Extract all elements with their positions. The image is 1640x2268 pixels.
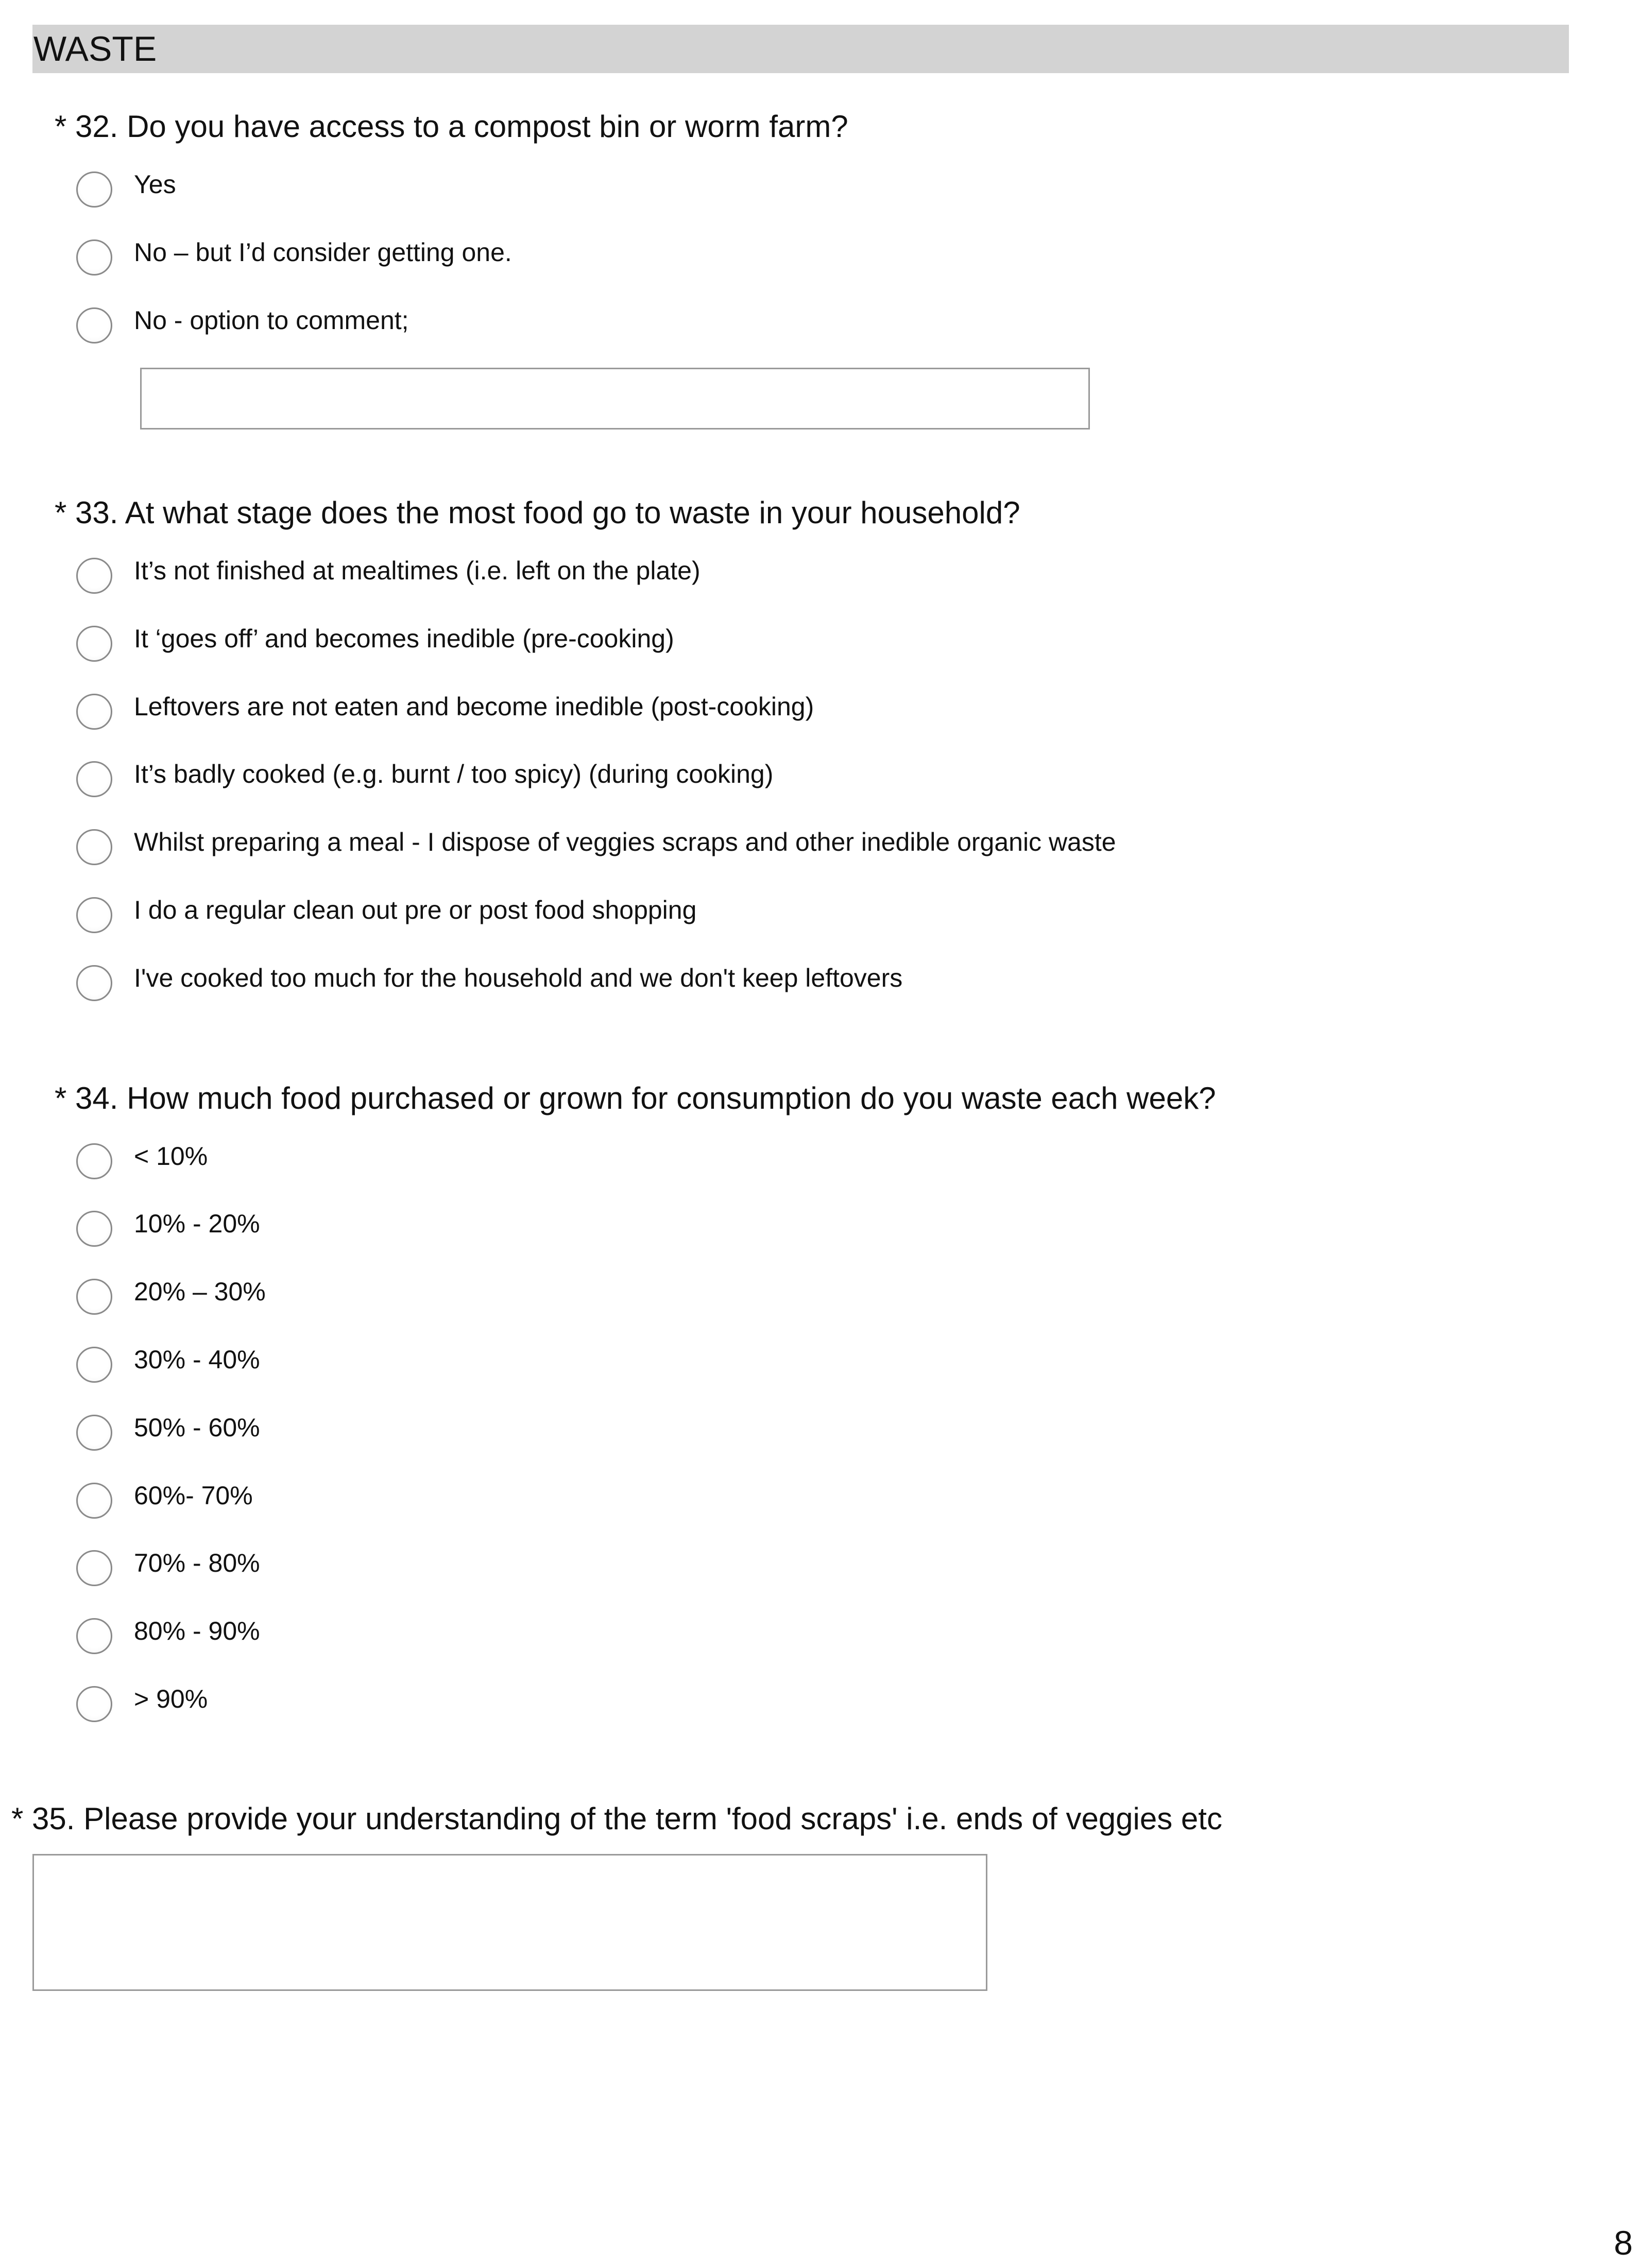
radio-circle-icon[interactable] [76, 558, 112, 594]
page-number: 8 [1614, 2224, 1633, 2262]
q34-option-8[interactable] [76, 1617, 260, 1656]
q33-option-label: I've cooked too much for the household and we don't keep leftovers [134, 964, 903, 992]
radio-circle-icon[interactable] [76, 1279, 112, 1315]
q34-option-label: 20% – 30% [134, 1277, 266, 1306]
radio-circle-icon[interactable] [76, 965, 112, 1001]
q32-option-label: Yes [134, 170, 176, 199]
radio-circle-icon[interactable] [76, 897, 112, 933]
radio-circle-icon[interactable] [76, 694, 112, 730]
q34-option-2[interactable] [76, 1209, 260, 1248]
q34-option-5[interactable] [76, 1413, 260, 1452]
q32-comment-input[interactable] [140, 368, 1090, 429]
question-34-label: * 34. How much food purchased or grown for consumption do you waste each week? [55, 1081, 1216, 1115]
q33-option-label: It ‘goes off’ and becomes inedible (pre-cooking) [134, 624, 674, 653]
q33-option-6[interactable] [76, 896, 696, 935]
q34-option-1[interactable] [76, 1142, 208, 1181]
q33-option-label: Whilst preparing a meal - I dispose of veggies scraps and other inedible organic waste [134, 828, 1116, 856]
question-35-label: * 35. Please provide your understanding of the term 'food scraps' i.e. ends of veggies etc [11, 1801, 1222, 1836]
radio-circle-icon[interactable] [76, 1686, 112, 1722]
q33-option-5[interactable] [76, 828, 1116, 867]
q32-option-no-consider[interactable] [76, 238, 512, 277]
q34-option-4[interactable] [76, 1345, 260, 1384]
radio-circle-icon[interactable] [76, 171, 112, 208]
q34-option-label: < 10% [134, 1142, 208, 1171]
q33-option-label: I do a regular clean out pre or post food shopping [134, 896, 697, 924]
q34-option-label: 10% - 20% [134, 1209, 260, 1238]
q33-option-2[interactable] [76, 624, 674, 663]
q34-option-label: > 90% [134, 1685, 208, 1713]
q34-option-label: 30% - 40% [134, 1345, 260, 1374]
radio-circle-icon[interactable] [76, 307, 112, 343]
q33-option-1[interactable] [76, 556, 701, 595]
radio-circle-icon[interactable] [76, 829, 112, 865]
q32-option-yes[interactable] [76, 170, 176, 209]
radio-circle-icon[interactable] [76, 1550, 112, 1586]
radio-circle-icon[interactable] [76, 1143, 112, 1179]
q33-option-3[interactable] [76, 692, 814, 731]
q32-option-label: No - option to comment; [134, 306, 409, 335]
section-header [32, 25, 1569, 73]
q33-option-7[interactable] [76, 964, 902, 1003]
radio-circle-icon[interactable] [76, 239, 112, 276]
question-33-label: * 33. At what stage does the most food go to waste in your household? [55, 495, 1020, 530]
q34-option-label: 80% - 90% [134, 1617, 260, 1645]
q34-option-label: 70% - 80% [134, 1549, 260, 1577]
q33-option-4[interactable] [76, 760, 773, 799]
radio-circle-icon[interactable] [76, 1415, 112, 1451]
q33-option-label: It’s badly cooked (e.g. burnt / too spicy) (during cooking) [134, 760, 774, 788]
q33-option-label: It’s not finished at mealtimes (i.e. left on the plate) [134, 556, 701, 585]
radio-circle-icon[interactable] [76, 1211, 112, 1247]
radio-circle-icon[interactable] [76, 1347, 112, 1383]
section-title: WASTE [33, 29, 157, 68]
q34-option-3[interactable] [76, 1277, 266, 1316]
q34-option-6[interactable] [76, 1481, 253, 1520]
question-32-label: * 32. Do you have access to a compost bin or worm farm? [55, 109, 848, 144]
q34-option-label: 60%- 70% [134, 1481, 253, 1510]
q34-option-7[interactable] [76, 1549, 260, 1588]
q32-option-label: No – but I’d consider getting one. [134, 238, 512, 267]
radio-circle-icon[interactable] [76, 1618, 112, 1654]
q35-answer-textarea[interactable] [32, 1854, 987, 1991]
q33-option-label: Leftovers are not eaten and become inedible (post-cooking) [134, 692, 814, 721]
q32-option-no-comment[interactable] [76, 306, 409, 345]
radio-circle-icon[interactable] [76, 1483, 112, 1519]
q34-option-label: 50% - 60% [134, 1413, 260, 1442]
q34-option-9[interactable] [76, 1685, 208, 1724]
radio-circle-icon[interactable] [76, 761, 112, 797]
radio-circle-icon[interactable] [76, 626, 112, 662]
